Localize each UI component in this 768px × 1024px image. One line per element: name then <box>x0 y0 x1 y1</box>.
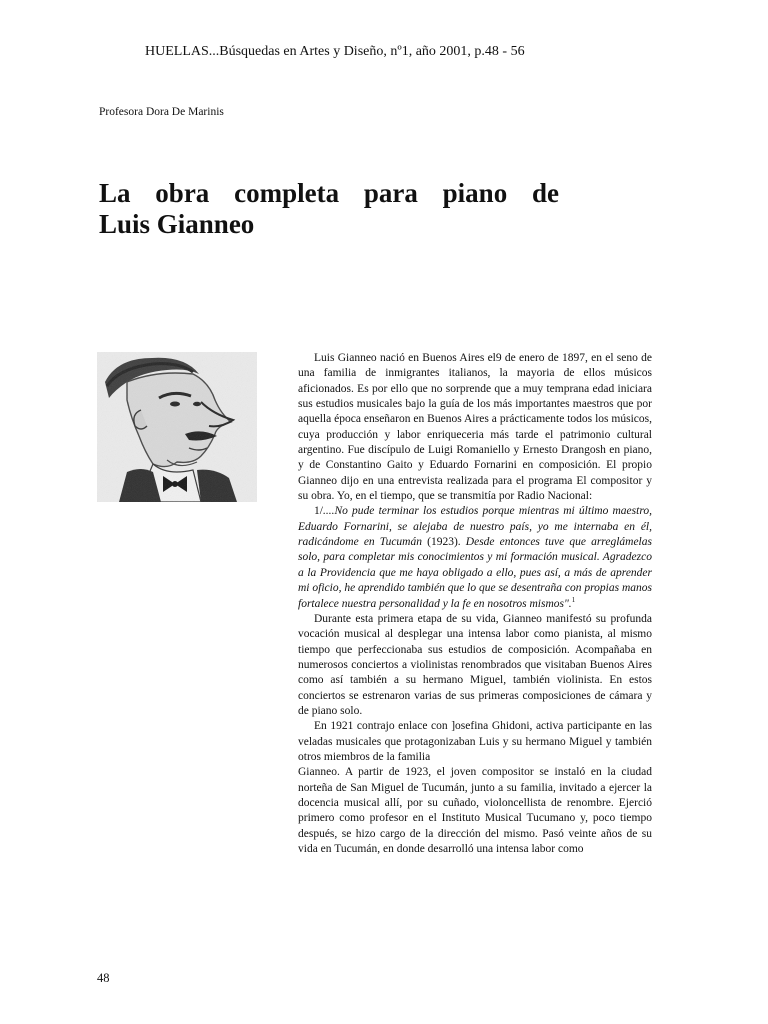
journal-header: HUELLAS...Búsquedas en Artes y Diseño, nº1, año 2001, p.48 - 56 <box>145 44 525 59</box>
paragraph-tucuman: Gianneo. A partir de 1923, el joven compositor se instaló en la ciudad norteña de San Miguel de Tucumán, junto a su familia, invitado a ejercer la docencia musical allí, por su cuñado, violoncellista de renombre. Ejerció primero como profesor en el Instituto Musical Tucumano y, poco tiempo después, se hizo cargo de la dirección del mismo. Pasó veinte años de su vida en Tucumán, en donde desarrolló una intensa labor como <box>298 766 652 855</box>
article-title <box>99 178 559 240</box>
caricature-portrait-image <box>97 352 257 502</box>
article-body <box>298 351 652 857</box>
page-number: 48 <box>97 971 110 985</box>
quote-text-part1: ....No pude terminar los estudios porque mientras mi último maestro, Eduardo Fornarini, se alejaba de nuestro país, yo me internaba en él, radicándome en Tucumán <box>298 505 652 549</box>
title-line-1: La obra completa para piano de <box>99 178 559 208</box>
paragraph-marriage: En 1921 contrajo enlace con ]osefina Ghidoni, activa participante en las veladas musicales que protagonizaban Luis y su hermano Miguel y también otros miembros de la familia <box>298 720 652 763</box>
quote-number: 1/ <box>314 505 323 518</box>
quote-year: (1923). <box>421 536 466 549</box>
quote-paragraph <box>298 504 652 611</box>
title-line-2: Luis Gianneo <box>99 209 255 239</box>
paragraph-intro: Luis Gianneo nació en Buenos Aires el9 de enero de 1897, en el seno de una familia de inmigrantes italianos, la mayoria de ellos músicos aficionados. Es por ello que no sorprende que a muy temprana edad iniciara sus estudios musicales bajo la guía de los más importantes maestros que por aquella época enseñaron en Buenos Aires a prácticamente todos los músicos, cuya producción y labor enriqueceria más tarde el patrimonio cultural argentino. Fue discípulo de Luigi Romaniello y Ernesto Drangosh en piano, y de Constantino Gaito y Eduardo Fornarini en composición. El propio Gianneo dijo en una entrevista realizada para el programa El compositor y su obra. Yo, en el tiempo, que se transmitía por Radio Nacional: <box>298 352 652 503</box>
quote-text-part2: Desde entonces tuve que arreglámelas solo, para completar mis conocimientos y mi formación musical. Agradezco a la Providencia que me haya obligado a ello, pues así, a más de aprender mi oficio, he aprendido también que lo que se desentraña con propias manos fortalece nuestra personalidad y la fe en nosotros mismos". <box>298 536 653 610</box>
footnote-reference: 1 <box>571 595 576 604</box>
article-author: Profesora Dora De Marinis <box>99 106 224 118</box>
paragraph-first-stage: Durante esta primera etapa de su vida, Gianneo manifestó su profunda vocación musical al desplegar una intensa labor como pianista, al mismo tiempo que perfeccionaba sus estudios de composición. Acompañaba en numerosos conciertos a violinistas renombrados que visitaban Buenos Aires como así también a su hermano Miguel, también violinista. En estos conciertos se estrenaron varias de sus primeras composiciones de cámara y de piano solo. <box>298 612 652 717</box>
